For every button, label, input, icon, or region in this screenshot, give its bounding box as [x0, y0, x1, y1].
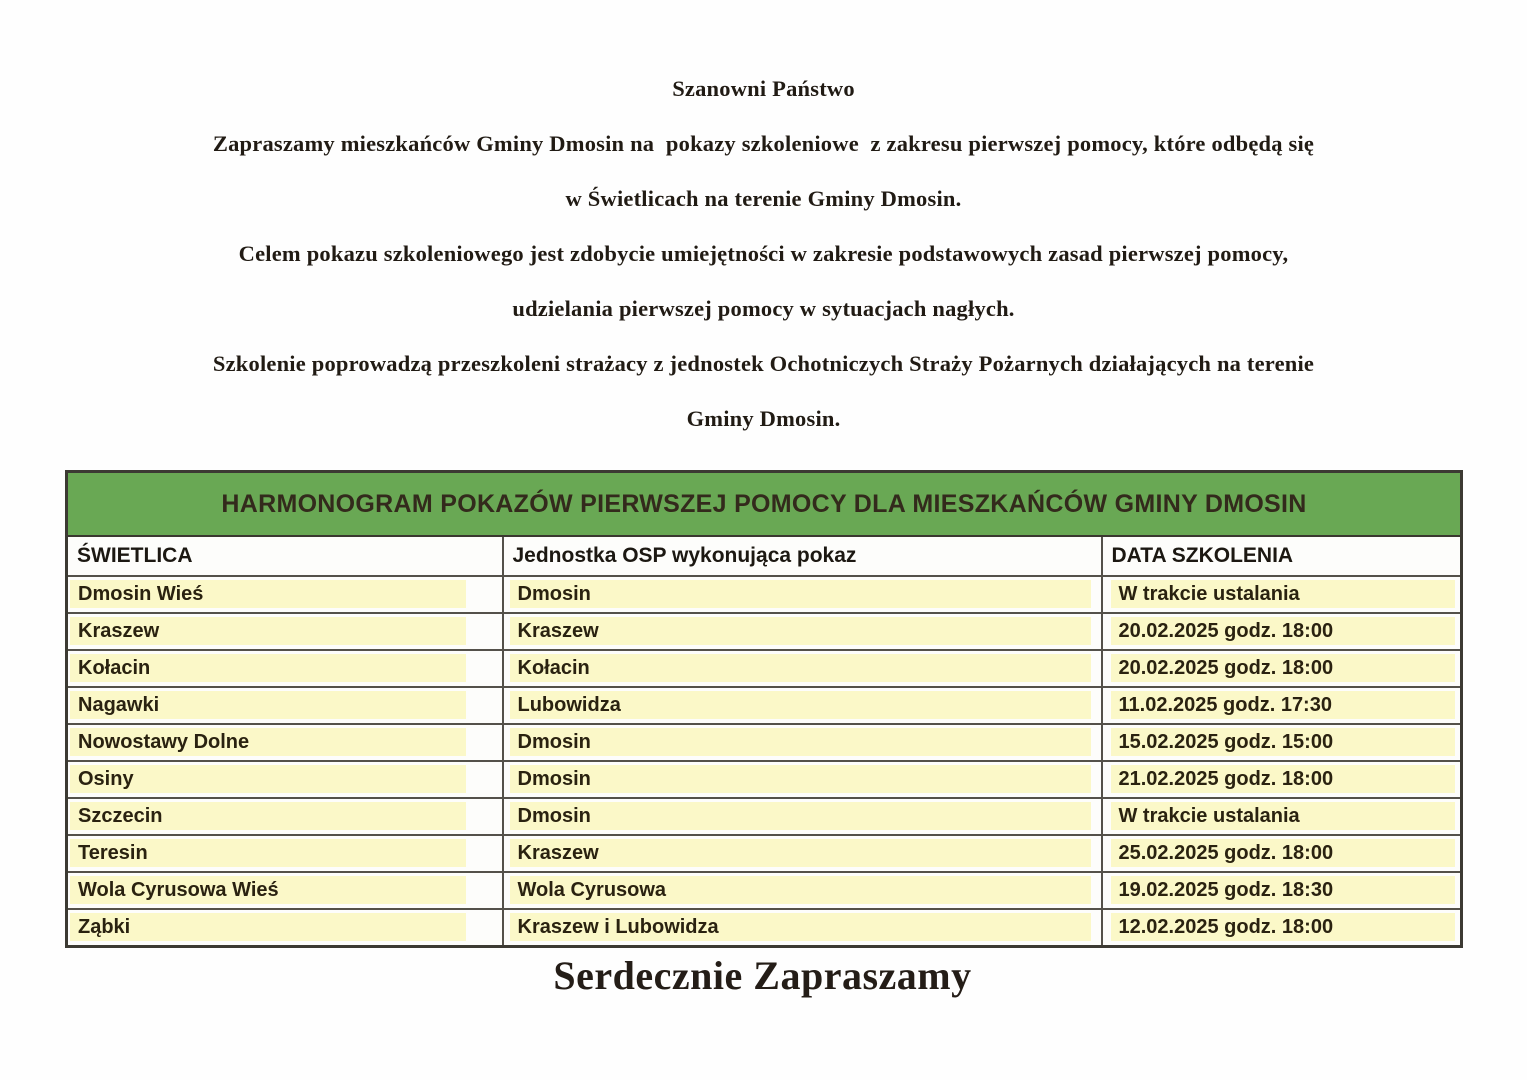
- column-header-data: DATA SZKOLENIA: [1102, 536, 1462, 576]
- table-row: [67, 650, 1462, 687]
- intro-line: Celem pokazu szkoleniowego jest zdobycie umiejętności w zakresie podstawowych zasad pierwszej pomocy,: [238, 241, 1289, 266]
- intro-line: Gminy Dmosin.: [686, 406, 841, 431]
- cell-swietlica: Kraszew: [70, 617, 466, 645]
- table-title-row: [67, 472, 1462, 537]
- cell-swietlica: Dmosin Wieś: [70, 580, 466, 608]
- intro-line: udzielania pierwszej pomocy w sytuacjach nagłych.: [512, 296, 1015, 321]
- intro-line: Zapraszamy mieszkańców Gminy Dmosin na pokazy szkoleniowe z zakresu pierwszej pomocy, które odbędą się: [212, 131, 1315, 156]
- table-row: [67, 761, 1462, 798]
- cell-jednostka: Dmosin: [510, 765, 1091, 793]
- cell-data: 20.02.2025 godz. 18:00: [1111, 654, 1456, 682]
- intro-line: w Świetlicach na terenie Gminy Dmosin.: [565, 186, 962, 211]
- cell-jednostka: Lubowidza: [510, 691, 1091, 719]
- cell-jednostka: Kraszew i Lubowidza: [510, 913, 1091, 941]
- cell-swietlica: Ząbki: [70, 913, 466, 941]
- table-row: [67, 798, 1462, 835]
- table-header-row: [67, 536, 1462, 576]
- intro-paragraphs: [0, 0, 1527, 430]
- cell-jednostka: Kraszew: [510, 839, 1091, 867]
- table-row: [67, 835, 1462, 872]
- cell-jednostka: Dmosin: [510, 580, 1091, 608]
- intro-line: Szkolenie poprowadzą przeszkoleni strażacy z jednostek Ochotniczych Straży Pożarnych działających na terenie: [212, 351, 1315, 376]
- cell-data: 11.02.2025 godz. 17:30: [1111, 691, 1456, 719]
- cell-jednostka: Wola Cyrusowa: [510, 876, 1091, 904]
- cell-swietlica: Wola Cyrusowa Wieś: [70, 876, 466, 904]
- intro-line-salutation: Szanowni Państwo: [672, 76, 855, 101]
- cell-data: 20.02.2025 godz. 18:00: [1111, 617, 1456, 645]
- cell-swietlica: Szczecin: [70, 802, 466, 830]
- cell-swietlica: Nowostawy Dolne: [70, 728, 466, 756]
- column-header-jednostka: Jednostka OSP wykonująca pokaz: [503, 536, 1102, 576]
- schedule-table: [65, 470, 1463, 948]
- cell-jednostka: Dmosin: [510, 802, 1091, 830]
- cell-swietlica: Osiny: [70, 765, 466, 793]
- table-row: [67, 576, 1462, 613]
- cell-swietlica: Kołacin: [70, 654, 466, 682]
- closing-invitation-text: Serdecznie Zapraszamy: [553, 953, 972, 998]
- table-title: HARMONOGRAM POKAZÓW PIERWSZEJ POMOCY DLA MIESZKAŃCÓW GMINY DMOSIN: [67, 472, 1462, 537]
- cell-data: 15.02.2025 godz. 15:00: [1111, 728, 1456, 756]
- cell-data: W trakcie ustalania: [1111, 802, 1456, 830]
- cell-jednostka: Kołacin: [510, 654, 1091, 682]
- cell-data: 12.02.2025 godz. 18:00: [1111, 913, 1456, 941]
- column-header-swietlica: ŚWIETLICA: [67, 536, 503, 576]
- cell-data: 21.02.2025 godz. 18:00: [1111, 765, 1456, 793]
- schedule-section: [65, 470, 1460, 999]
- table-row: [67, 872, 1462, 909]
- table-row: [67, 909, 1462, 947]
- cell-data: W trakcie ustalania: [1111, 580, 1456, 608]
- table-row: [67, 613, 1462, 650]
- cell-data: 19.02.2025 godz. 18:30: [1111, 876, 1456, 904]
- cell-swietlica: Nagawki: [70, 691, 466, 719]
- cell-swietlica: Teresin: [70, 839, 466, 867]
- cell-jednostka: Dmosin: [510, 728, 1091, 756]
- cell-jednostka: Kraszew: [510, 617, 1091, 645]
- table-row: [67, 724, 1462, 761]
- cell-data: 25.02.2025 godz. 18:00: [1111, 839, 1456, 867]
- table-row: [67, 687, 1462, 724]
